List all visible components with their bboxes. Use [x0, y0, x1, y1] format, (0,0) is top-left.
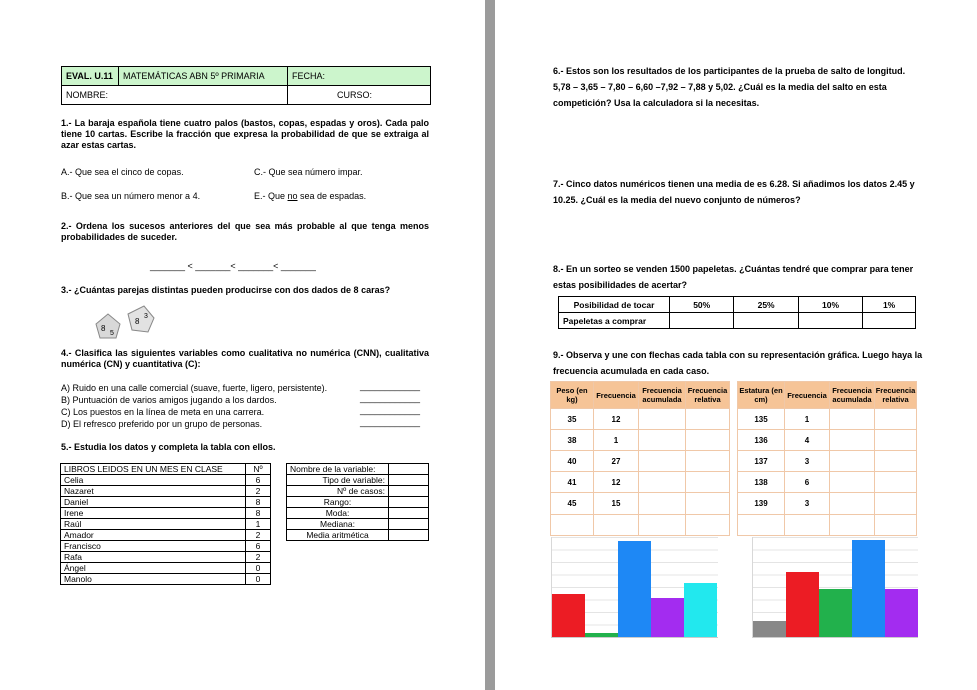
- svg-text:8: 8: [101, 324, 106, 333]
- books-table: [60, 463, 271, 585]
- table-row: [551, 515, 730, 536]
- chart-bar: [786, 572, 819, 637]
- table-row: Rafa 2: [61, 552, 271, 563]
- table-row: Nazaret 2: [61, 486, 271, 497]
- stat-mode: Moda:: [287, 508, 389, 519]
- stat-answer-cell[interactable]: [389, 497, 429, 508]
- books-table-num-header: Nº: [246, 464, 271, 475]
- table-row: 45 15: [551, 493, 730, 515]
- chart-bar: [684, 583, 717, 637]
- q1-option-b: B.- Que sea un número menor a 4.: [61, 191, 201, 201]
- tickets-answer-cell[interactable]: [798, 313, 862, 329]
- prob-10: 10%: [798, 297, 862, 313]
- q4-item-d: D) El refresco preferido por un grupo de personas.: [61, 419, 263, 429]
- q4-item-c: C) Los puestos en la línea de meta en una carrera.: [61, 407, 265, 417]
- col-header: Frecuencia acumulada: [830, 382, 875, 409]
- table-row: 38 1: [551, 430, 730, 451]
- table-row: Amador 2: [61, 530, 271, 541]
- stat-mean: Media aritmética: [287, 530, 389, 541]
- q1-option-a: A.- Que sea el cinco de copas.: [61, 167, 184, 177]
- worksheet-page-2: [495, 0, 977, 690]
- col-header: Frecuencia: [594, 382, 639, 409]
- bar-chart-1: [551, 537, 718, 638]
- col-header: Estatura (en cm): [738, 382, 785, 409]
- question-8: 8.- En un sorteo se venden 1500 papeletas. ¿Cuántas tendré que comprar para tener estas posibilidades de acertar?: [553, 264, 914, 290]
- table-row: 136 4: [738, 430, 917, 451]
- table-row: 40 27: [551, 451, 730, 472]
- q4-blank-c[interactable]: ____________: [360, 405, 421, 415]
- stat-answer-cell[interactable]: [389, 530, 429, 541]
- chart-bar: [618, 541, 651, 637]
- height-frequency-table: [737, 381, 917, 536]
- stat-case-count: Nº de casos:: [287, 486, 389, 497]
- tickets-answer-cell[interactable]: [670, 313, 734, 329]
- table-row: 35 12: [551, 409, 730, 430]
- chart-bar: [753, 621, 786, 637]
- table-row: 135 1: [738, 409, 917, 430]
- prob-50: 50%: [670, 297, 734, 313]
- svg-text:5: 5: [110, 330, 114, 337]
- table-row: Irene 8: [61, 508, 271, 519]
- prob-25: 25%: [734, 297, 798, 313]
- q4-blank-a[interactable]: ____________: [360, 381, 421, 391]
- weight-frequency-table: [550, 381, 730, 536]
- chart-bar: [552, 594, 585, 637]
- stats-table: [286, 463, 429, 541]
- bar-chart-2: [752, 537, 918, 638]
- stat-answer-cell[interactable]: [389, 519, 429, 530]
- stat-median: Mediana:: [287, 519, 389, 530]
- stat-answer-cell[interactable]: [389, 486, 429, 497]
- question-3: 3.- ¿Cuántas parejas distintas pueden producirse con dos dados de 8 caras?: [61, 285, 391, 295]
- stat-answer-cell[interactable]: [389, 464, 429, 475]
- subject-label: MATEMÁTICAS ABN 5º PRIMARIA: [119, 67, 288, 86]
- table-row: [738, 515, 917, 536]
- question-9: 9.- Observa y une con flechas cada tabla con su representación gráfica. Luego haya la frecuencia acumulada en cada caso.: [553, 350, 923, 376]
- dice-image: [88, 302, 168, 342]
- question-2: 2.- Ordena los sucesos anteriores del que sea más probable al que tenga menos probabilidades de suceder.: [61, 221, 429, 242]
- fecha-field[interactable]: FECHA:: [288, 67, 431, 86]
- stat-variable-name: Nombre de la variable:: [287, 464, 389, 475]
- table-row: Francisco 6: [61, 541, 271, 552]
- q4-item-b: B) Puntuación de varios amigos jugando a los dardos.: [61, 395, 277, 405]
- question-6: 6.- Estos son los resultados de los participantes de la prueba de salto de longitud. 5,78 – 3,65 – 7,80 – 6,60 –7,92 – 7,88 y 5,02. ¿Cuál es la media del salto en esta competición? Usa la calculadora si la necesitas.: [553, 66, 906, 108]
- stat-range: Rango:: [287, 497, 389, 508]
- col-header: Frecuencia relativa: [686, 382, 730, 409]
- col-header: Frecuencia relativa: [875, 382, 917, 409]
- worksheet-page-1: [0, 0, 485, 690]
- probability-label: Posibilidad de tocar: [559, 297, 670, 313]
- q2-answer-blanks[interactable]: _______ < _______< _______< _______: [150, 261, 316, 271]
- stat-answer-cell[interactable]: [389, 475, 429, 486]
- curso-field[interactable]: CURSO:: [288, 86, 431, 105]
- col-header: Frecuencia: [785, 382, 830, 409]
- tickets-answer-cell[interactable]: [734, 313, 798, 329]
- probability-table: [558, 296, 916, 329]
- nombre-field[interactable]: NOMBRE:: [62, 86, 288, 105]
- question-1: 1.- La baraja española tiene cuatro palos (bastos, copas, espadas y oros). Cada palo tiene 10 cartas. Escribe la fracción que expresa la probabilidad de que se extraiga al azar estas cartas.: [61, 118, 429, 150]
- table-row: 138 6: [738, 472, 917, 493]
- prob-1: 1%: [863, 297, 916, 313]
- q1-option-e: E.- Que no sea de espadas.: [254, 191, 367, 201]
- svg-text:3: 3: [144, 313, 148, 320]
- table-row: Celia 6: [61, 475, 271, 486]
- q1-option-c: C.- Que sea número impar.: [254, 167, 363, 177]
- col-header: Peso (en kg): [551, 382, 594, 409]
- table-row: 139 3: [738, 493, 917, 515]
- chart-bar: [852, 540, 885, 637]
- stat-variable-type: Tipo de variable:: [287, 475, 389, 486]
- table-row: Manolo 0: [61, 574, 271, 585]
- question-7: 7.- Cinco datos numéricos tienen una media de es 6.28. Si añadimos los datos 2.45 y 10.25. ¿Cuál es la media del nuevo conjunto de números?: [553, 179, 915, 205]
- tickets-label: Papeletas a comprar: [559, 313, 670, 329]
- question-4: 4.- Clasifica las siguientes variables como cualitativa no numérica (CNN), cualitativa numérica (CN) y cuantitativa (C):: [61, 348, 429, 369]
- q4-blank-d[interactable]: ____________: [360, 417, 421, 427]
- table-row: Daniel 8: [61, 497, 271, 508]
- table-row: Raúl 1: [61, 519, 271, 530]
- col-header: Frecuencia acumulada: [639, 382, 686, 409]
- question-5: 5.- Estudia los datos y completa la tabla con ellos.: [61, 442, 276, 452]
- chart-bar: [651, 598, 684, 637]
- table-row: 41 12: [551, 472, 730, 493]
- chart-bar: [819, 589, 852, 637]
- eval-label: EVAL. U.11: [62, 67, 119, 86]
- q4-item-a: A) Ruido en una calle comercial (suave, fuerte, ligero, persistente).: [61, 383, 328, 393]
- svg-text:8: 8: [135, 317, 140, 326]
- octahedral-dice-icon: [88, 302, 168, 342]
- books-table-header: LIBROS LEIDOS EN UN MES EN CLASE: [61, 464, 246, 475]
- header-table: [61, 66, 431, 105]
- table-row: 137 3: [738, 451, 917, 472]
- stat-answer-cell[interactable]: [389, 508, 429, 519]
- tickets-answer-cell[interactable]: [863, 313, 916, 329]
- chart-bar: [885, 589, 918, 637]
- table-row: Ángel 0: [61, 563, 271, 574]
- chart-bar: [585, 633, 618, 637]
- q4-blank-b[interactable]: ____________: [360, 393, 421, 403]
